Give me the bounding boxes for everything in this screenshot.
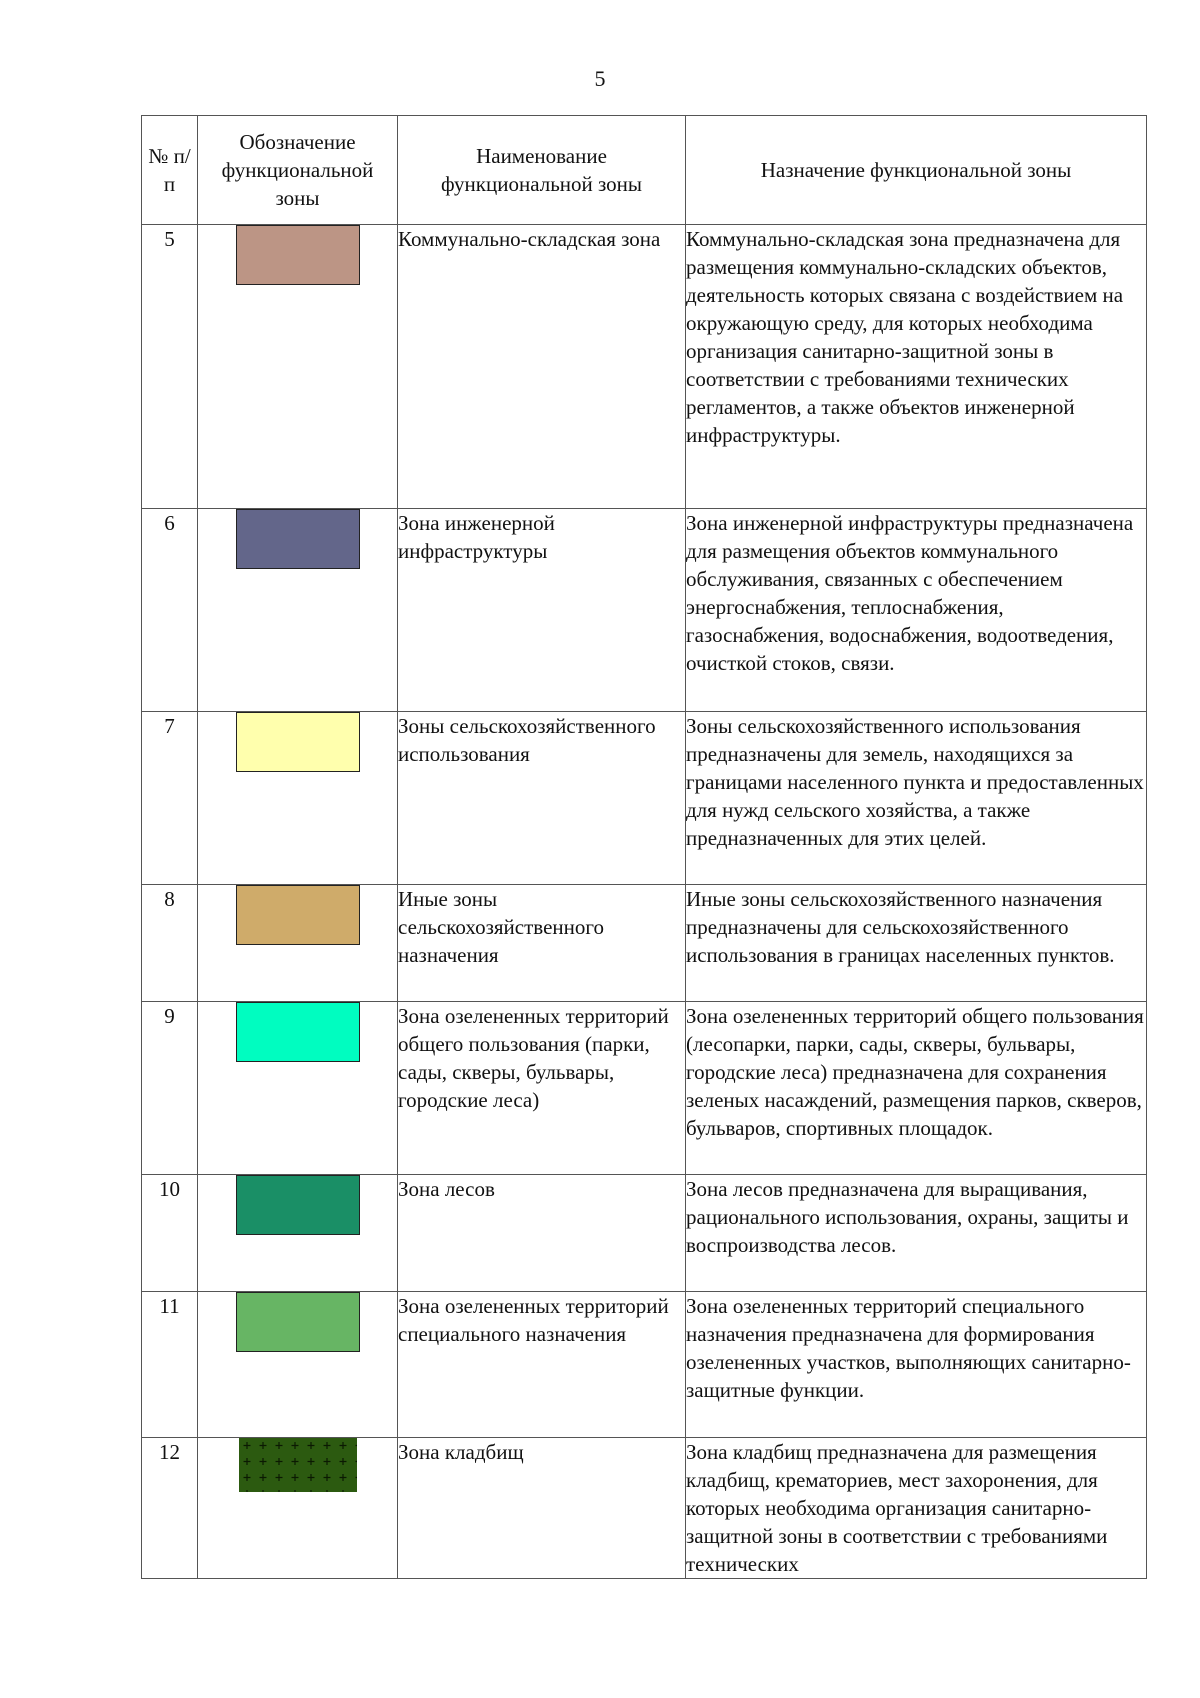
row-zone-name: Иные зоны сельскохозяйственного назначения (398, 885, 686, 1002)
zone-color-swatch (236, 885, 360, 945)
row-zone-name: Зоны сельскохозяйственного использования (398, 712, 686, 885)
row-number: 10 (142, 1175, 198, 1292)
row-zone-name: Зона лесов (398, 1175, 686, 1292)
table-row (142, 1175, 1147, 1292)
page-number: 5 (594, 66, 606, 91)
row-number: 8 (142, 885, 198, 1002)
zone-color-swatch (236, 509, 360, 569)
table-header-row (142, 116, 1147, 225)
zone-color-swatch (236, 1292, 360, 1352)
row-zone-purpose: Зона озелененных территорий общего пользования (лесопарки, парки, сады, скверы, бульвары, городские леса) предназначена для сохранения зеленых насаждений, размещения парков, скверов, бульваров, спортивных площадок. (686, 1002, 1147, 1175)
row-zone-name: Зона озелененных территорий специального назначения (398, 1292, 686, 1438)
row-zone-purpose: Коммунально-складская зона предназначена для размещения коммунально-складских объектов, деятельность которых связана с воздействием на окружающую среду, для которых необходима организация санитарно-защитной зоны в соответствии с требованиями технических регламентов, а также объектов инженерной инфраструктуры. (686, 225, 1147, 509)
row-zone-purpose: Иные зоны сельскохозяйственного назначения предназначены для сельскохозяйственного использования в границах населенных пунктов. (686, 885, 1147, 1002)
row-zone-name: Коммунально-складская зона (398, 225, 686, 509)
row-symbol (198, 885, 398, 1002)
row-number: 11 (142, 1292, 198, 1438)
functional-zones-table (141, 115, 1147, 1579)
table-row (142, 225, 1147, 509)
table-row (142, 1438, 1147, 1579)
row-number: 7 (142, 712, 198, 885)
row-number: 12 (142, 1438, 198, 1579)
row-number: 6 (142, 509, 198, 712)
row-zone-name: Зона кладбищ (398, 1438, 686, 1579)
table-row (142, 1292, 1147, 1438)
row-zone-purpose: Зона инженерной инфраструктуры предназначена для размещения объектов коммунального обслуживания, связанных с обеспечением энергоснабжения, теплоснабжения, газоснабжения, водоснабжения, водоотведения, очисткой стоков, связи. (686, 509, 1147, 712)
row-number: 5 (142, 225, 198, 509)
header-purpose: Назначение функциональной зоны (686, 116, 1147, 225)
row-symbol (198, 712, 398, 885)
header-symbol: Обозначение функциональной зоны (198, 116, 398, 225)
row-zone-purpose: Зона озелененных территорий специального назначения предназначена для формирования озелененных участков, выполняющих санитарно-защитные функции. (686, 1292, 1147, 1438)
row-zone-name: Зона озелененных территорий общего пользования (парки, сады, скверы, бульвары, городские леса) (398, 1002, 686, 1175)
row-symbol (198, 1438, 398, 1579)
table-row (142, 712, 1147, 885)
zone-color-swatch (236, 712, 360, 772)
header-name: Наименование функциональной зоны (398, 116, 686, 225)
cemetery-pattern-swatch (239, 1438, 357, 1492)
row-zone-name: Зона инженерной инфраструктуры (398, 509, 686, 712)
row-symbol (198, 509, 398, 712)
zone-color-swatch (236, 225, 360, 285)
row-symbol (198, 1175, 398, 1292)
row-zone-purpose: Зоны сельскохозяйственного использования предназначены для земель, находящихся за границами населенного пункта и предоставленных для нужд сельского хозяйства, а также предназначенных для этих целей. (686, 712, 1147, 885)
table-row (142, 885, 1147, 1002)
row-symbol (198, 225, 398, 509)
row-symbol (198, 1002, 398, 1175)
row-number: 9 (142, 1002, 198, 1175)
header-number: № п/п (142, 116, 198, 225)
zone-color-swatch (236, 1175, 360, 1235)
zone-color-swatch (236, 1002, 360, 1062)
row-zone-purpose: Зона лесов предназначена для выращивания, рационального использования, охраны, защиты и воспроизводства лесов. (686, 1175, 1147, 1292)
table-row (142, 1002, 1147, 1175)
row-symbol (198, 1292, 398, 1438)
table-row (142, 509, 1147, 712)
row-zone-purpose: Зона кладбищ предназначена для размещения кладбищ, крематориев, мест захоронения, для которых необходима организация санитарно-защитной зоны в соответствии с требованиями технических (686, 1438, 1147, 1579)
